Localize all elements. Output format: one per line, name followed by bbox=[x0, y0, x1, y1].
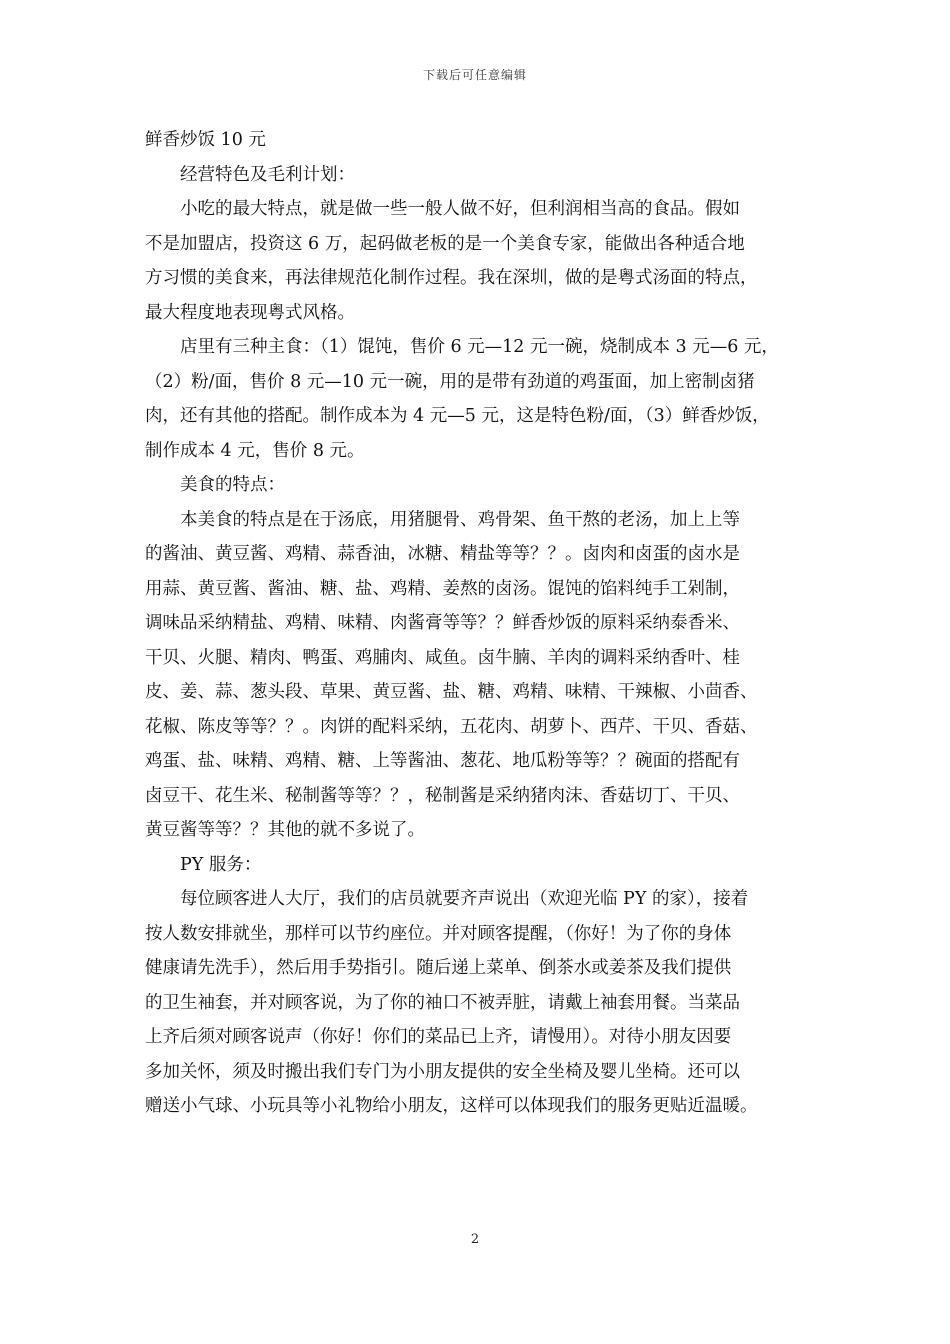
body-line: 黄豆酱等等？？其他的就不多说了。 bbox=[145, 820, 425, 840]
body-line: 鲜香炒饭 10 元 bbox=[145, 130, 266, 150]
body-line: 花椒、陈皮等等？？。肉饼的配料采纳，五花肉、胡萝卜、西芹、干贝、香菇、 bbox=[145, 716, 758, 737]
body-line: 上齐后须对顾客说声（你好！你们的菜品已上齐，请慢用）。对待小朋友因要 bbox=[145, 1027, 732, 1047]
section-heading-py-service: PY 服务： bbox=[180, 854, 262, 875]
body-line: 方习惯的美食来，再法律规范化制作过程。我在深圳，做的是粤式汤面的特点， bbox=[145, 268, 758, 288]
body-line: 用蒜、黄豆酱、酱油、糖、盐、鸡精、姜熬的卤汤。馄饨的馅料纯手工剁制， bbox=[145, 578, 740, 599]
body-line: 赠送小气球、小玩具等小礼物给小朋友，这样可以体现我们的服务更贴近温暖。 bbox=[145, 1096, 758, 1116]
body-line: 鸡蛋、盐、味精、鸡精、糖、上等酱油、葱花、地瓜粉等等？？碗面的搭配有 bbox=[145, 751, 740, 771]
body-line: 肉，还有其他的搭配。制作成本为 4 元—5 元，这是特色粉/面，（3）鲜香炒饭， bbox=[145, 406, 770, 426]
body-line: 每位顾客进人大厅，我们的店员就要齐声说出（欢迎光临 PY 的家），接着 bbox=[180, 889, 749, 909]
body-line: 本美食的特点是在于汤底，用猪腿骨、鸡骨架、鱼干熬的老汤，加上上等 bbox=[180, 509, 740, 530]
body-line: 最大程度地表现粤式风格。 bbox=[145, 302, 355, 323]
body-line: 干贝、火腿、精肉、鸭蛋、鸡脯肉、咸鱼。卤牛腩、羊肉的调料采纳香叶、桂 bbox=[145, 647, 740, 668]
section-heading-business-features: 经营特色及毛利计划： bbox=[180, 164, 355, 185]
body-line: 小吃的最大特点，就是做一些一般人做不好，但利润相当高的食品。假如 bbox=[180, 199, 740, 219]
body-line: 的酱油、黄豆酱、鸡精、蒜香油，冰糖、精盐等等？？。卤肉和卤蛋的卤水是 bbox=[145, 544, 740, 564]
body-line: 不是加盟店，投资这 6 万，起码做老板的是一个美食专家，能做出各种适合地 bbox=[145, 233, 745, 254]
body-line: 多加关怀，须及时搬出我们专门为小朋友提供的安全坐椅及婴儿坐椅。还可以 bbox=[145, 1061, 740, 1082]
body-line: 皮、姜、蒜、葱头段、草果、黄豆酱、盐、糖、鸡精、味精、干辣椒、小茴香、 bbox=[145, 682, 758, 702]
page-number: 2 bbox=[470, 1232, 480, 1247]
body-line: 调味品采纳精盐、鸡精、味精、肉酱膏等等？？鲜香炒饭的原料采纳泰香米、 bbox=[145, 613, 740, 633]
document-body bbox=[145, 123, 821, 1124]
body-line: 店里有三种主食：（1）馄饨，售价 6 元—12 元一碗，烧制成本 3 元—6 元， bbox=[180, 337, 779, 357]
body-line: 按人数安排就坐，那样可以节约座位。并对顾客提醒，（你好！为了你的身体 bbox=[145, 923, 732, 944]
body-line: 卤豆干、花生米、秘制酱等等？？，秘制酱是采纳猪肉沫、香菇切丁、干贝、 bbox=[145, 785, 740, 806]
body-line: 的卫生袖套，并对顾客说，为了你的袖口不被弄脏，请戴上袖套用餐。当菜品 bbox=[145, 992, 740, 1013]
section-heading-food-features: 美食的特点： bbox=[180, 475, 285, 495]
body-line: 健康请先洗手），然后用手势指引。随后递上菜单、倒茶水或姜茶及我们提供 bbox=[145, 958, 732, 978]
body-line: 制作成本 4 元，售价 8 元。 bbox=[145, 440, 365, 461]
page-header-note: 下载后可任意编辑 bbox=[422, 68, 527, 82]
body-line: （2）粉/面，售价 8 元—10 元一碗，用的是带有劲道的鸡蛋面，加上密制卤猪 bbox=[145, 371, 755, 392]
